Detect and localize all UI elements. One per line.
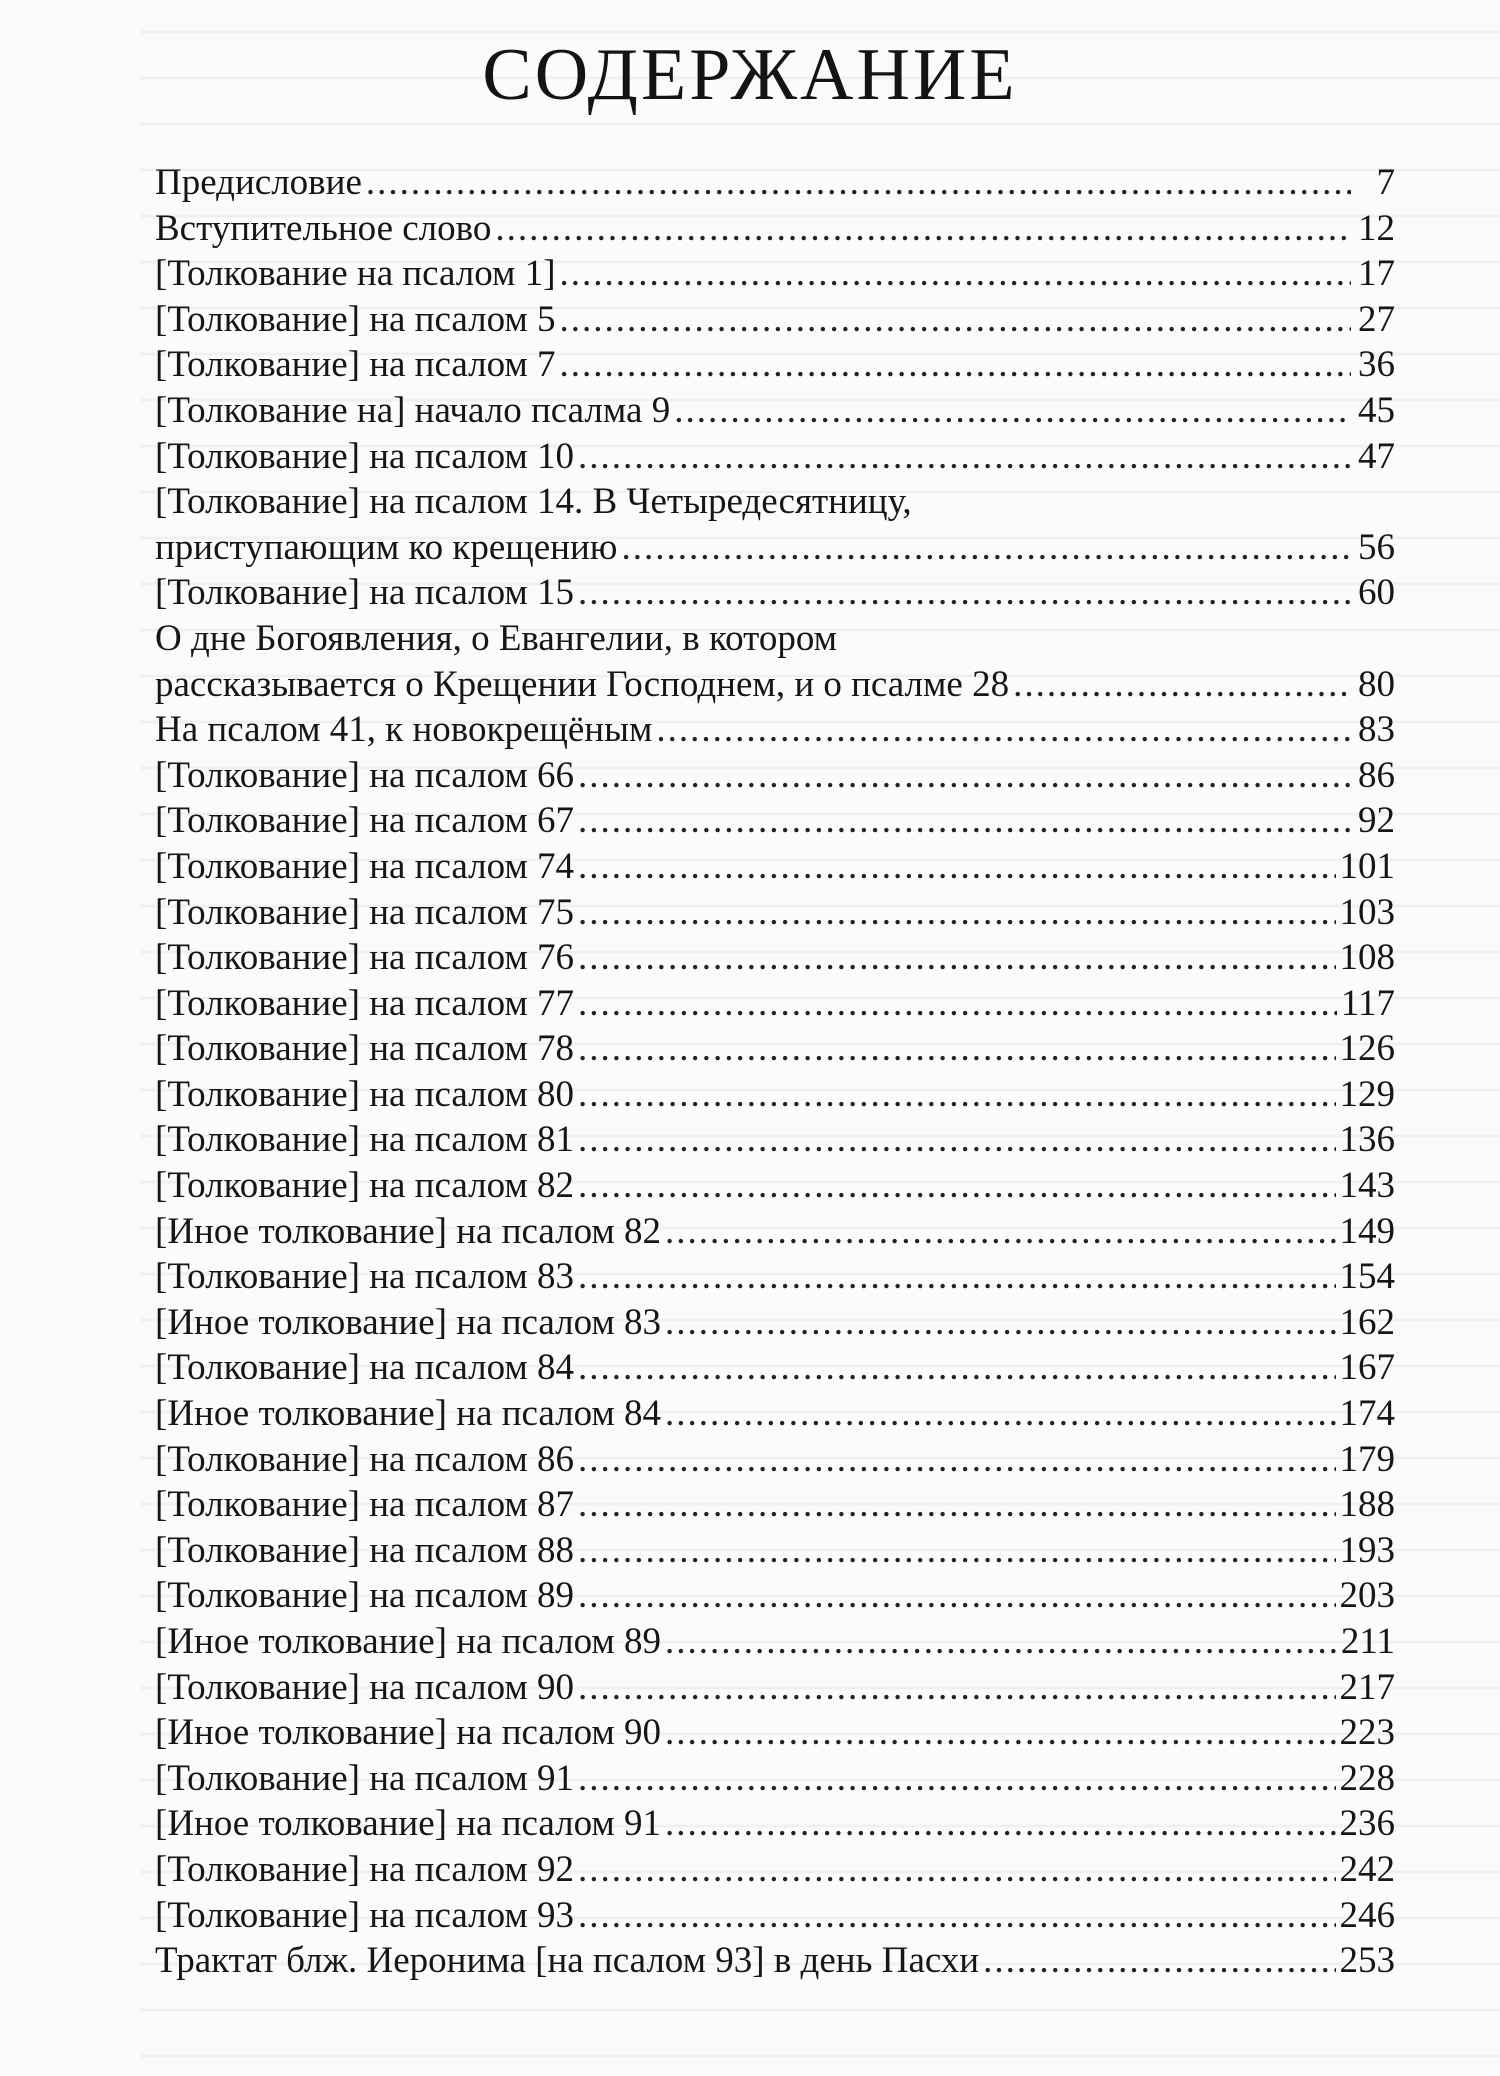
toc-entry[interactable] xyxy=(155,1847,1395,1893)
toc-entry-title: [Иное толкование] на псалом 91 xyxy=(155,1803,662,1845)
dot-leader xyxy=(578,1163,1335,1209)
toc-entry-title: [Толкование] на псалом 7 xyxy=(155,344,556,386)
toc-entry[interactable] xyxy=(155,1482,1395,1528)
dot-leader xyxy=(578,1254,1335,1300)
toc-entry-page: 17 xyxy=(1358,253,1395,295)
toc-entry-page: 126 xyxy=(1339,1028,1395,1070)
dot-leader xyxy=(578,753,1351,799)
toc-entry[interactable] xyxy=(155,1026,1395,1072)
toc-entry-title: [Толкование на псалом 1] xyxy=(155,253,556,295)
dot-leader xyxy=(560,297,1351,343)
dot-leader xyxy=(578,1847,1335,1893)
toc-entry-title: [Толкование] на псалом 82 xyxy=(155,1165,575,1207)
toc-entry-title-line1: О дне Богоявления, о Евангелии, в котором xyxy=(155,617,838,659)
toc-entry-title: [Иное толкование] на псалом 84 xyxy=(155,1393,662,1435)
dot-leader xyxy=(578,1437,1335,1483)
toc-entry[interactable] xyxy=(155,935,1395,981)
toc-entry-title: [Толкование] на псалом 15 xyxy=(155,572,575,614)
toc-entry-title: Предисловие xyxy=(155,162,362,203)
toc-entry[interactable] xyxy=(155,1938,1395,1984)
dot-leader xyxy=(621,525,1351,571)
toc-entry-page: 83 xyxy=(1358,709,1395,751)
toc-entry-title: [Толкование] на псалом 90 xyxy=(155,1666,575,1708)
dot-leader xyxy=(495,206,1351,252)
toc-entry-page: 179 xyxy=(1339,1438,1395,1480)
toc-entry[interactable] xyxy=(155,479,1395,570)
toc-entry[interactable] xyxy=(155,1391,1395,1437)
toc-entry[interactable] xyxy=(155,1163,1395,1209)
toc-entry[interactable] xyxy=(155,1619,1395,1665)
toc-entry-page: 149 xyxy=(1339,1210,1395,1252)
toc-entry-page: 217 xyxy=(1339,1666,1395,1708)
page-title: СОДЕРЖАНИЕ xyxy=(482,34,1018,116)
dot-leader xyxy=(578,1482,1335,1528)
dot-leader xyxy=(560,342,1351,388)
dot-leader xyxy=(578,1756,1335,1802)
toc-entry-page: 211 xyxy=(1340,1621,1395,1662)
toc-entry[interactable] xyxy=(155,570,1395,616)
dot-leader xyxy=(983,1938,1335,1984)
toc-entry-title: [Иное толкование] на псалом 83 xyxy=(155,1301,662,1343)
dot-leader xyxy=(578,570,1351,616)
toc-entry-page: 193 xyxy=(1339,1529,1395,1571)
dot-leader xyxy=(665,1801,1335,1847)
toc-entry-page: 108 xyxy=(1339,937,1395,979)
dot-leader xyxy=(1013,662,1351,708)
toc-entry-title: [Толкование] на псалом 66 xyxy=(155,754,575,796)
toc-entry-title: [Толкование] на псалом 84 xyxy=(155,1347,575,1389)
toc-entry-page: 143 xyxy=(1339,1165,1395,1207)
toc-entry-page: 246 xyxy=(1339,1894,1395,1936)
toc-entry[interactable] xyxy=(155,798,1395,844)
toc-entry[interactable] xyxy=(155,434,1395,480)
dot-leader xyxy=(578,1072,1335,1118)
dot-leader xyxy=(578,798,1351,844)
toc-entry-title: На псалом 41, к новокрещёным xyxy=(155,709,653,751)
toc-entry-title: приступающим ко крещению xyxy=(155,526,618,568)
toc-entry-page: 154 xyxy=(1339,1256,1395,1298)
toc-entry-page: 27 xyxy=(1358,298,1395,340)
toc-entry-title: [Толкование] на псалом 87 xyxy=(155,1484,575,1526)
toc-entry-title: [Толкование] на псалом 67 xyxy=(155,800,575,842)
dot-leader xyxy=(578,1573,1335,1619)
toc-entry[interactable] xyxy=(155,1756,1395,1802)
toc-entry[interactable] xyxy=(155,1072,1395,1118)
dot-leader xyxy=(560,251,1351,297)
toc-entry[interactable] xyxy=(155,1209,1395,1255)
toc-entry-title: [Толкование] на псалом 92 xyxy=(155,1848,575,1890)
toc-entry[interactable] xyxy=(155,1345,1395,1391)
toc-entry-title: [Толкование] на псалом 93 xyxy=(155,1894,575,1936)
toc-entry-page: 56 xyxy=(1358,526,1395,568)
toc-entry-page: 136 xyxy=(1339,1119,1395,1161)
toc-entry[interactable] xyxy=(155,844,1395,890)
toc-entry-page: 36 xyxy=(1358,344,1395,386)
toc-entry-title: [Толкование] на псалом 89 xyxy=(155,1575,575,1617)
toc-entry[interactable] xyxy=(155,707,1395,753)
toc-entry-page: 188 xyxy=(1339,1484,1395,1526)
toc-entry-page: 242 xyxy=(1339,1848,1395,1890)
toc-entry-title: [Толкование] на псалом 74 xyxy=(155,845,575,887)
toc-entry-page: 92 xyxy=(1358,800,1395,842)
toc-entry[interactable] xyxy=(155,1665,1395,1711)
dot-leader xyxy=(578,1893,1335,1939)
toc-entry[interactable] xyxy=(155,1528,1395,1574)
toc-entry-page: 86 xyxy=(1358,754,1395,796)
toc-entry-title: Трактат блж. Иеронима [на псалом 93] в день Пасхи xyxy=(155,1940,980,1982)
dot-leader xyxy=(578,1528,1335,1574)
toc-entry-page: 12 xyxy=(1358,207,1395,249)
dot-leader xyxy=(578,981,1337,1027)
toc-entry-page: 101 xyxy=(1339,845,1395,887)
toc-entry[interactable] xyxy=(155,1801,1395,1847)
dot-leader xyxy=(665,1209,1335,1255)
toc-entry-page: 228 xyxy=(1339,1757,1395,1799)
toc-entry-title: [Толкование] на псалом 5 xyxy=(155,298,556,340)
toc-entry[interactable] xyxy=(155,1254,1395,1300)
toc-entry-title: [Толкование на] начало псалма 9 xyxy=(155,389,671,431)
toc-entry-title: [Толкование] на псалом 91 xyxy=(155,1757,575,1799)
toc-entry-page: 174 xyxy=(1339,1393,1395,1435)
toc-entry-title: [Иное толкование] на псалом 89 xyxy=(155,1621,662,1662)
toc-entry[interactable] xyxy=(155,160,1395,206)
toc-entry-title: [Иное толкование] на псалом 82 xyxy=(155,1210,662,1252)
dot-leader xyxy=(665,1391,1335,1437)
toc-entry-title: [Толкование] на псалом 86 xyxy=(155,1438,575,1480)
toc-entry[interactable] xyxy=(155,1710,1395,1756)
toc-entry-title: [Толкование] на псалом 81 xyxy=(155,1119,575,1161)
toc-entry[interactable] xyxy=(155,251,1395,297)
toc-entry[interactable] xyxy=(155,1437,1395,1483)
toc-entry-page: 45 xyxy=(1358,389,1395,431)
toc-entry[interactable] xyxy=(155,890,1395,936)
toc-entry-page: 203 xyxy=(1339,1575,1395,1617)
dot-leader xyxy=(665,1300,1335,1346)
dot-leader xyxy=(578,1665,1335,1711)
toc-entry[interactable] xyxy=(155,1573,1395,1619)
toc-entry[interactable] xyxy=(155,616,1395,707)
toc-entry[interactable] xyxy=(155,1117,1395,1163)
toc-entry-page: 236 xyxy=(1339,1803,1395,1845)
toc-entry-page: 117 xyxy=(1340,982,1395,1024)
dot-leader xyxy=(674,388,1351,434)
toc-entry[interactable] xyxy=(155,981,1395,1027)
toc-entry[interactable] xyxy=(155,1300,1395,1346)
toc-entry-page: 129 xyxy=(1339,1073,1395,1115)
toc-entry-page: 60 xyxy=(1358,572,1395,614)
toc-entry-title: рассказывается о Крещении Господнем, и о псалме 28 xyxy=(155,663,1010,705)
dot-leader xyxy=(578,1117,1335,1163)
toc-entry-title: [Толкование] на псалом 10 xyxy=(155,435,575,477)
dot-leader xyxy=(578,1345,1335,1391)
toc-entry[interactable] xyxy=(155,753,1395,799)
toc-entry-title: [Толкование] на псалом 80 xyxy=(155,1073,575,1115)
dot-leader xyxy=(578,844,1335,890)
toc-entry-page: 167 xyxy=(1339,1347,1395,1389)
toc-entry-page: 223 xyxy=(1339,1712,1395,1754)
dot-leader xyxy=(578,434,1351,480)
dot-leader xyxy=(665,1619,1337,1665)
dot-leader xyxy=(578,890,1335,936)
toc-entry-page: 80 xyxy=(1358,663,1395,705)
toc-entry-title: [Толкование] на псалом 78 xyxy=(155,1028,575,1070)
toc-entry[interactable] xyxy=(155,1893,1395,1939)
dot-leader xyxy=(578,935,1335,981)
toc-entry-page: 162 xyxy=(1339,1301,1395,1343)
table-of-contents xyxy=(155,160,1395,1984)
toc-entry[interactable] xyxy=(155,342,1395,388)
toc-entry-title: [Толкование] на псалом 77 xyxy=(155,982,575,1024)
toc-entry[interactable] xyxy=(155,388,1395,434)
toc-entry-page: 253 xyxy=(1339,1940,1395,1982)
toc-entry-title: [Толкование] на псалом 75 xyxy=(155,891,575,933)
toc-entry[interactable] xyxy=(155,297,1395,343)
toc-entry-title-line1: [Толкование] на псалом 14. В Четыредесятницу, xyxy=(155,481,912,523)
toc-entry-page: 47 xyxy=(1358,435,1395,477)
dot-leader xyxy=(665,1710,1335,1756)
toc-entry-title: [Толкование] на псалом 83 xyxy=(155,1256,575,1298)
dot-leader xyxy=(656,707,1351,753)
toc-entry-title: Вступительное слово xyxy=(155,207,492,249)
toc-entry[interactable] xyxy=(155,206,1395,252)
toc-entry-page: 7 xyxy=(1376,162,1395,203)
toc-entry-title: [Толкование] на псалом 88 xyxy=(155,1529,575,1571)
dot-leader xyxy=(366,160,1351,206)
toc-entry-title: [Иное толкование] на псалом 90 xyxy=(155,1712,662,1754)
toc-entry-title: [Толкование] на псалом 76 xyxy=(155,937,575,979)
toc-entry-page: 103 xyxy=(1339,891,1395,933)
dot-leader xyxy=(578,1026,1335,1072)
